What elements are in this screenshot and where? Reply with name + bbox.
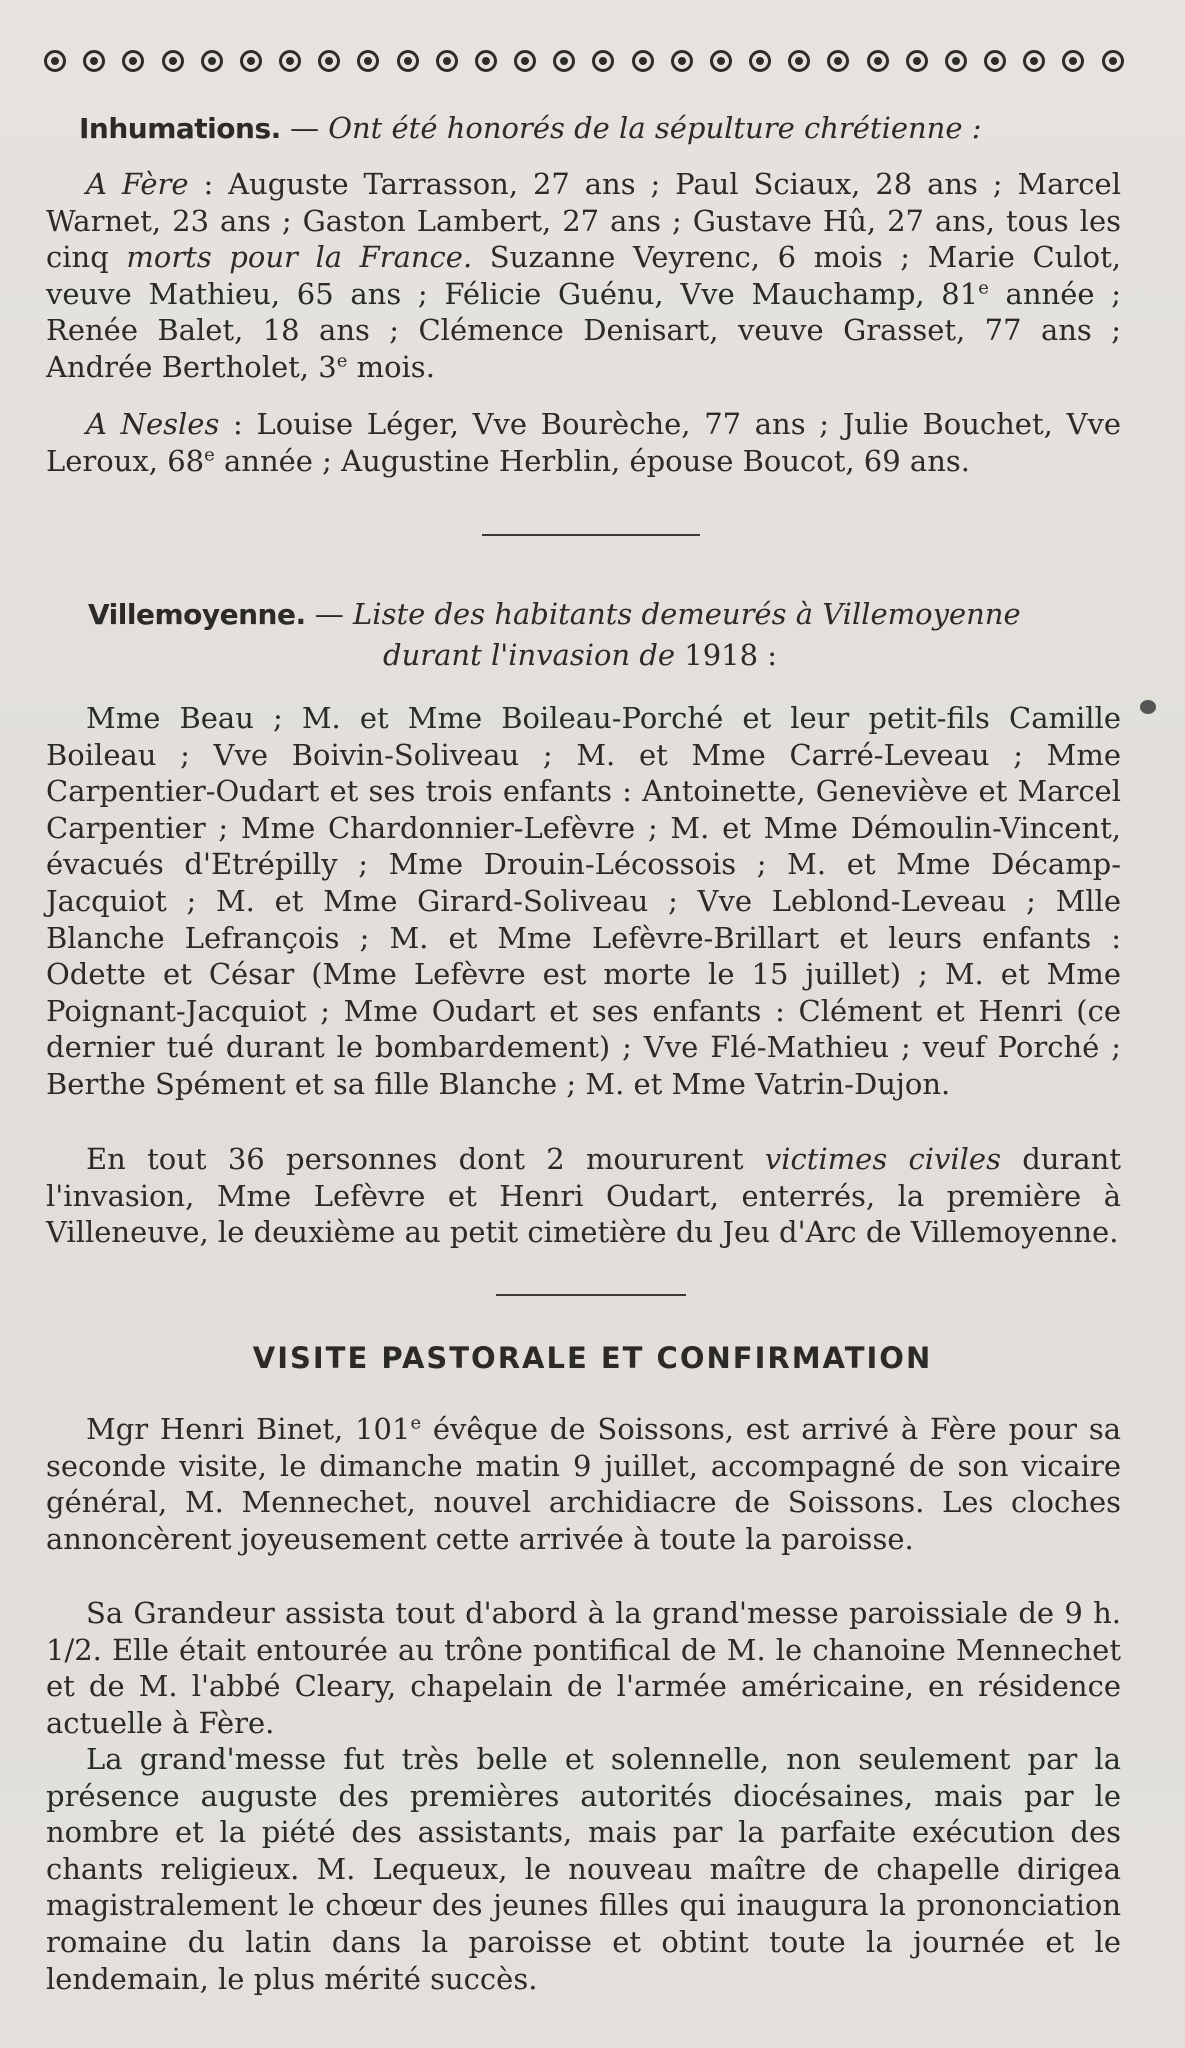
ornament-border bbox=[44, 44, 1124, 78]
villemoyenne-subtitle-line-2 bbox=[383, 637, 1083, 674]
fere-italic: morts pour la France. bbox=[126, 240, 473, 275]
ornament-circle-icon bbox=[357, 50, 379, 72]
villemoyenne-year: 1918 : bbox=[675, 638, 778, 672]
villemoyenne-total bbox=[46, 1141, 1121, 1251]
fere-sup-1: e bbox=[978, 277, 989, 299]
ornament-circle-icon bbox=[279, 50, 301, 72]
visite-p1-a: Mgr Henri Binet, 101 bbox=[86, 1412, 411, 1446]
fere-text-3: année ; Renée Balet, 18 ans ; Clémence Denisart, veuve Grasset, 77 ans ; Andrée Bertholet, 3 bbox=[46, 276, 1121, 384]
ornament-circle-icon bbox=[553, 50, 575, 72]
ornament-circle-icon bbox=[749, 50, 771, 72]
ornament-circle-icon bbox=[475, 50, 497, 72]
fere-sup-2: e bbox=[336, 350, 348, 372]
ornament-circle-icon bbox=[122, 50, 144, 72]
ornament-circle-icon bbox=[83, 50, 105, 72]
ornament-circle-icon bbox=[710, 50, 732, 72]
fere-text-4: mois. bbox=[347, 349, 435, 384]
visite-title: VISITE PASTORALE ET CONFIRMATION bbox=[252, 1341, 933, 1375]
ornament-circle-icon bbox=[827, 50, 849, 72]
ornament-circle-icon bbox=[201, 50, 223, 72]
inhumations-intro: Ont été honorés de la sépulture chrétienne : bbox=[328, 111, 982, 145]
inhumations-heading-line bbox=[46, 110, 1121, 147]
inhumations-dash: — bbox=[280, 111, 329, 145]
villemoyenne-list: Mme Beau ; M. et Mme Boileau-Porché et leur petit-fils Camille Boileau ; Vve Boivin-Soliveau ; M. et Mme Carré-Leveau ; Mme Carpentier-Oudart et ses trois enfants : Antoinette, Geneviève et Marcel Carpentier ; Mme Chardonnier-Lefèvre ; M. et Mme Démoulin-Vincent, évacués d'Etrépilly ; Mme Drouin-Lécossois ; M. et Mme Décamp-Jacquiot ; M. et Mme Girard-Soliveau ; Vve Leblond-Leveau ; Mlle Blanche Lefrançois ; M. et Mme Lefèvre-Brillart et leurs enfants : Odette et César (Mme Lefèvre est morte le 15 juillet) ; M. et Mme Poignant-Jacquiot ; Mme Oudart et ses enfants : Clément et Henri (ce dernier tué durant le bombardement) ; Vve Flé-Mathieu ; veuf Porché ; Berthe Spément et sa fille Blanche ; M. et Mme Vatrin-Dujon. bbox=[46, 701, 1121, 1101]
fere-text-1: : Auguste Tarrasson, 27 ans ; Paul Sciaux, 28 ans ; Marcel Warnet, 23 ans ; Gaston Lambert, 27 ans ; Gustave Hû, 27 ans, tous les cinq bbox=[46, 167, 1121, 275]
ornament-circle-icon bbox=[867, 50, 889, 72]
divider-2 bbox=[496, 1294, 686, 1296]
villemoyenne-dash: — bbox=[305, 597, 354, 631]
ornament-circle-icon bbox=[945, 50, 967, 72]
nesles-text-2: année ; Augustine Herblin, épouse Boucot, 69 ans. bbox=[214, 443, 970, 478]
ornament-circle-icon bbox=[1062, 50, 1084, 72]
ornament-circle-icon bbox=[671, 50, 693, 72]
fere-paragraph bbox=[46, 166, 1121, 386]
visite-paragraph-3: La grand'messe fut très belle et solennelle, non seulement par la présence auguste des premières autorités diocésaines, mais par le nombre et la piété des assistants, mais par la parfaite exécution des chants religieux. M. Lequeux, le nouveau maître de chapelle dirigea magistralement le chœur des jeunes filles qui inaugura la prononciation romaine du latin dans la paroisse et obtint toute la journée et le lendemain, le plus mérité succès. bbox=[46, 1742, 1121, 1996]
nesles-label: A Nesles bbox=[86, 407, 220, 441]
ornament-circle-icon bbox=[162, 50, 184, 72]
ornament-circle-icon bbox=[44, 50, 66, 72]
fere-label: A Fère bbox=[86, 167, 189, 201]
ornament-circle-icon bbox=[984, 50, 1006, 72]
villemoyenne-heading-line bbox=[46, 596, 1121, 633]
villemoyenne-subtitle-2: durant l'invasion de bbox=[383, 638, 676, 672]
ornament-circle-icon bbox=[788, 50, 810, 72]
ink-spot bbox=[1140, 700, 1156, 714]
ornament-circle-icon bbox=[240, 50, 262, 72]
total-italic: victimes civiles bbox=[764, 1142, 1001, 1176]
visite-p1-b: évêque de Soissons, est arrivé à Fère pour sa seconde visite, le dimanche matin 9 juillet, accompagné de son vicaire général, M. Mennechet, nouvel archidiacre de Soissons. Les cloches annoncèrent joyeusement cette arrivée à toute la paroisse. bbox=[46, 1412, 1121, 1556]
ornament-circle-icon bbox=[906, 50, 928, 72]
visite-paragraph-2: Sa Grandeur assista tout d'abord à la grand'messe paroissiale de 9 h. 1/2. Elle était entourée au trône pontifical de M. le chanoine Mennechet et de M. l'abbé Cleary, chapelain de l'armée américaine, en résidence actuelle à Fère. bbox=[46, 1596, 1121, 1740]
total-text-1: En tout 36 personnes dont 2 moururent bbox=[86, 1142, 765, 1176]
ornament-circle-icon bbox=[592, 50, 614, 72]
ornament-circle-icon bbox=[632, 50, 654, 72]
nesles-paragraph bbox=[46, 406, 1121, 479]
visite-p1-sup: e bbox=[410, 1412, 422, 1434]
divider-1 bbox=[482, 534, 700, 536]
ornament-circle-icon bbox=[1023, 50, 1045, 72]
nesles-sup: e bbox=[204, 443, 215, 465]
villemoyenne-heading: Villemoyenne. bbox=[88, 598, 306, 631]
villemoyenne-subtitle-1: Liste des habitants demeurés à Villemoyenne bbox=[353, 597, 1021, 631]
ornament-circle-icon bbox=[436, 50, 458, 72]
visite-paragraph-1 bbox=[46, 1411, 1121, 1557]
inhumations-heading: Inhumations. bbox=[79, 112, 281, 145]
fere-text-2: Suzanne Veyrenc, 6 mois ; Marie Culot, veuve Mathieu, 65 ans ; Félicie Guénu, Vve Mauchamp, 81 bbox=[46, 240, 1122, 311]
total-text-2: durant l'invasion, Mme Lefèvre et Henri Oudart, enterrés, la première à Villeneuve, le deuxième au petit cimetière du Jeu d'Arc de Villemoyenne. bbox=[46, 1142, 1121, 1250]
ornament-circle-icon bbox=[397, 50, 419, 72]
ornament-circle-icon bbox=[318, 50, 340, 72]
nesles-text-1: : Louise Léger, Vve Bourèche, 77 ans ; Julie Bouchet, Vve Leroux, 68 bbox=[46, 407, 1121, 478]
ornament-circle-icon bbox=[514, 50, 536, 72]
ornament-circle-icon bbox=[1102, 50, 1124, 72]
